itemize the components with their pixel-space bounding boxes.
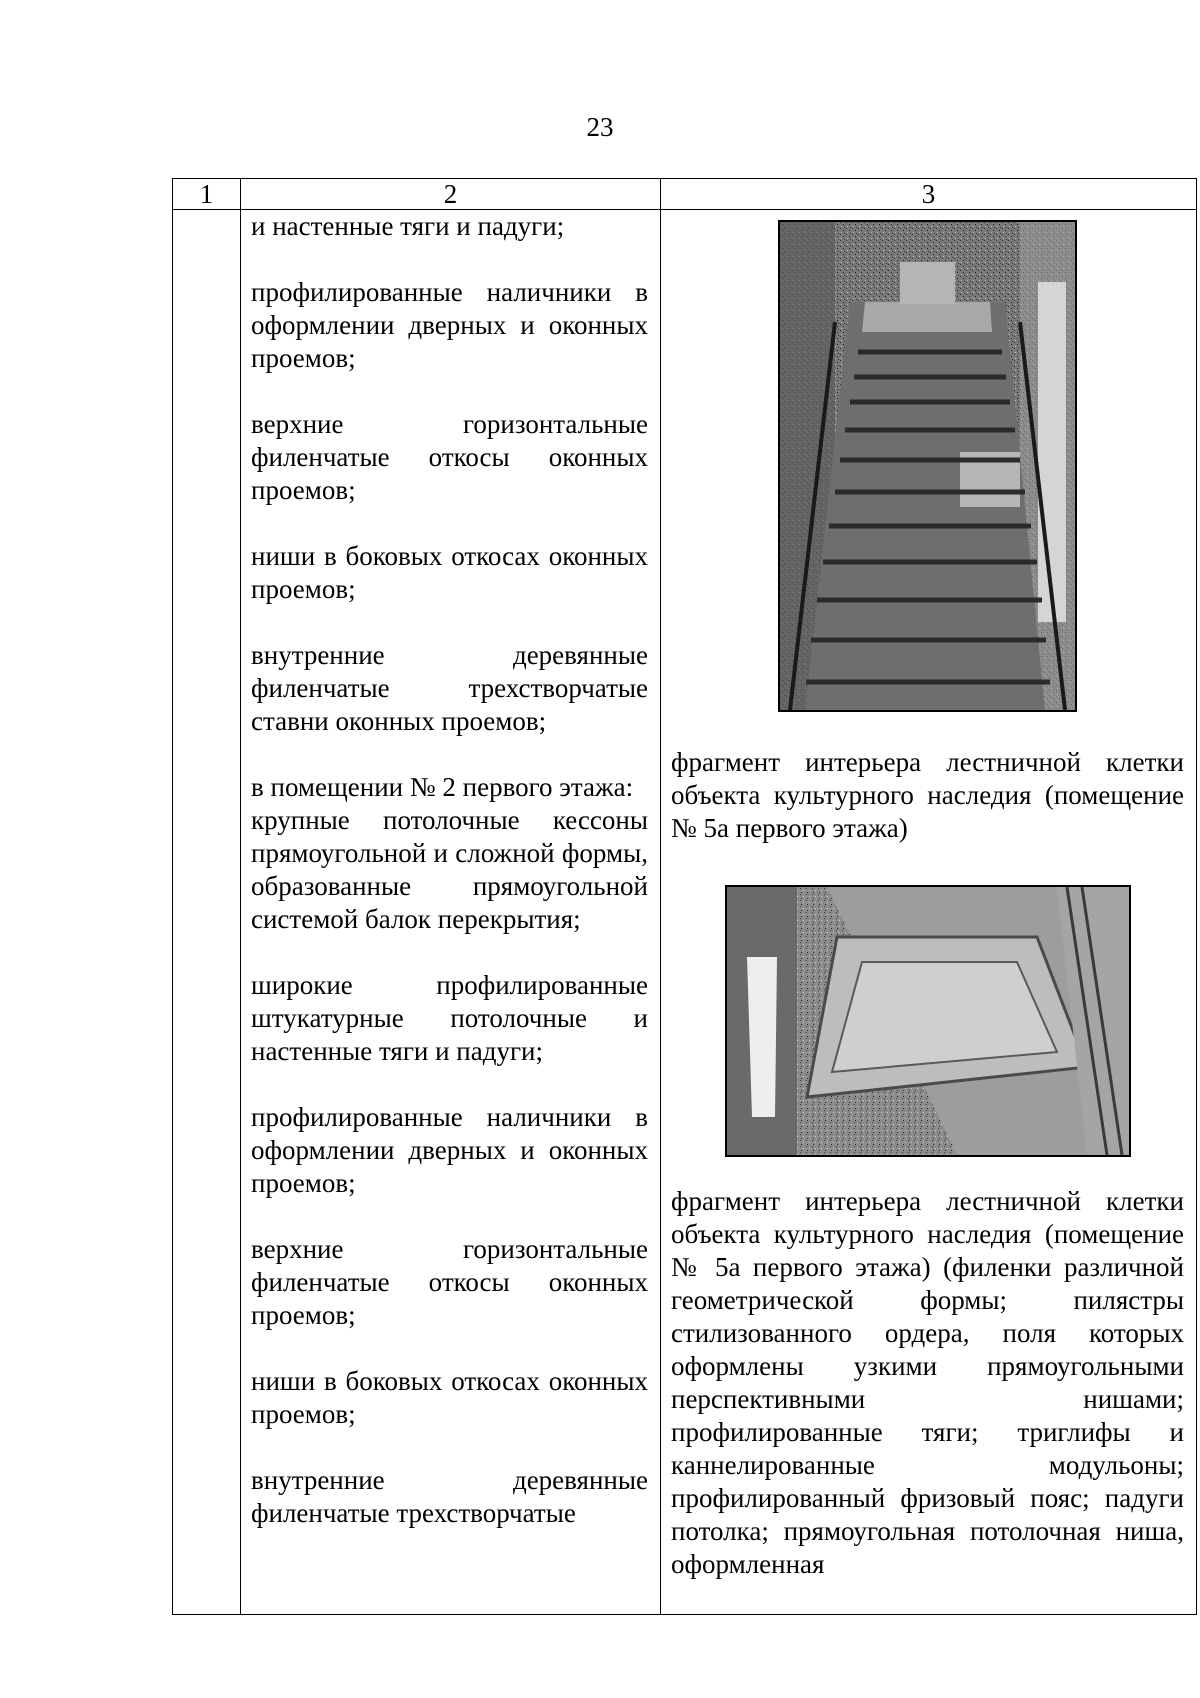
header-col-2: 2 — [241, 179, 661, 210]
cell-col-3 — [661, 210, 1197, 1615]
table-row — [173, 210, 1197, 1615]
cell-col-2 — [241, 210, 661, 1615]
list-item: крупные потолочные кессоны прямоугольной и сложной формы, образованные прямоугольной системой балок перекрытия; — [251, 805, 648, 934]
heritage-table — [172, 178, 1197, 1615]
list-item: профилированные наличники в оформлении дверных и оконных проемов; — [251, 277, 648, 373]
table-header-row — [173, 179, 1197, 210]
list-item: верхние горизонтальные филенчатые откосы оконных проемов; — [251, 409, 648, 505]
list-item: ниши в боковых откосах оконных проемов; — [251, 541, 648, 604]
photo-caption-1: фрагмент интерьера лестничной клетки объекта культурного наследия (помещение № 5а первого этажа) — [671, 747, 1184, 843]
header-col-3: 3 — [661, 179, 1197, 210]
cell-col-1 — [173, 210, 241, 1615]
list-item: широкие профилированные штукатурные потолочные и настенные тяги и падуги; — [251, 970, 648, 1066]
list-item: ниши в боковых откосах оконных проемов; — [251, 1366, 648, 1429]
page-number: 23 — [586, 112, 614, 142]
list-item: в помещении № 2 первого этажа: — [251, 772, 634, 802]
list-item: внутренние деревянные филенчатые трехстворчатые — [251, 1465, 648, 1528]
staircase-photo — [778, 220, 1077, 712]
list-item: и настенные тяги и падуги; — [251, 211, 565, 241]
list-item: профилированные наличники в оформлении дверных и оконных проемов; — [251, 1102, 648, 1198]
photo-caption-2: фрагмент интерьера лестничной клетки объекта культурного наследия (помещение № 5а первого этажа) (филенки различной геометрической формы; пилястры стилизованного ордера, поля которых оформлены узкими прямоугольными перспективными нишами; профилированные тяги; триглифы и каннелированные модульоны; профилированный фризовый пояс; падуги потолка; прямоугольная потолочная ниша, оформленная — [671, 1186, 1184, 1579]
list-item: верхние горизонтальные филенчатые откосы оконных проемов; — [251, 1234, 648, 1330]
header-col-1: 1 — [173, 179, 241, 210]
ceiling-photo — [725, 885, 1131, 1157]
list-item: внутренние деревянные филенчатые трехстворчатые ставни оконных проемов; — [251, 640, 648, 736]
